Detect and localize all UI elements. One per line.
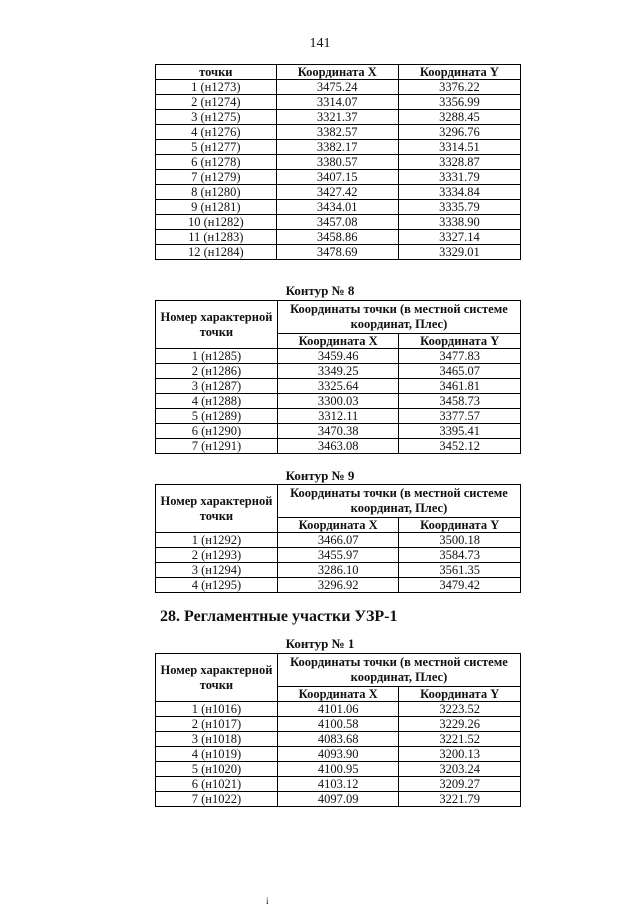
y-cell: 3377.57 <box>399 409 521 424</box>
x-cell: 3325.64 <box>277 379 399 394</box>
point-cell: 5 (н1289) <box>156 409 278 424</box>
table-row <box>156 80 521 95</box>
point-cell: 6 (н1278) <box>156 155 277 170</box>
table-row <box>156 95 521 110</box>
table-row <box>156 747 521 762</box>
y-cell: 3223.52 <box>399 702 521 717</box>
x-cell: 3457.08 <box>276 215 398 230</box>
y-cell: 3327.14 <box>398 230 520 245</box>
point-cell: 7 (н1291) <box>156 439 278 454</box>
table-row <box>156 125 521 140</box>
point-cell: 3 (н1294) <box>156 563 278 578</box>
table-row <box>156 140 521 155</box>
table-row <box>156 110 521 125</box>
header-x: Координата X <box>277 687 399 702</box>
y-cell: 3334.84 <box>398 185 520 200</box>
y-cell: 3561.35 <box>399 563 521 578</box>
header-y: Координата Y <box>399 334 521 349</box>
point-cell: 1 (н1285) <box>156 349 278 364</box>
point-cell: 5 (н1277) <box>156 140 277 155</box>
header-x: Координата X <box>276 65 398 80</box>
point-cell: 1 (н1273) <box>156 80 277 95</box>
point-cell: 4 (н1276) <box>156 125 277 140</box>
point-cell: 5 (н1020) <box>156 762 278 777</box>
y-cell: 3203.24 <box>399 762 521 777</box>
point-cell: 7 (н1022) <box>156 792 278 807</box>
x-cell: 4097.09 <box>277 792 399 807</box>
contour9-table <box>155 484 521 593</box>
header-x: Координата X <box>277 334 399 349</box>
x-cell: 3382.57 <box>276 125 398 140</box>
x-cell: 3459.46 <box>277 349 399 364</box>
y-cell: 3458.73 <box>399 394 521 409</box>
x-cell: 3380.57 <box>276 155 398 170</box>
y-cell: 3288.45 <box>398 110 520 125</box>
point-cell: 9 (н1281) <box>156 200 277 215</box>
point-cell: 4 (н1019) <box>156 747 278 762</box>
point-cell: 6 (н1021) <box>156 777 278 792</box>
table-row <box>156 439 521 454</box>
y-cell: 3229.26 <box>399 717 521 732</box>
y-cell: 3335.79 <box>398 200 520 215</box>
table-row <box>156 379 521 394</box>
x-cell: 3458.86 <box>276 230 398 245</box>
x-cell: 3434.01 <box>276 200 398 215</box>
x-cell: 3296.92 <box>277 578 399 593</box>
point-cell: 3 (н1287) <box>156 379 278 394</box>
x-cell: 3427.42 <box>276 185 398 200</box>
x-cell: 3466.07 <box>277 533 399 548</box>
table-row <box>156 424 521 439</box>
y-cell: 3500.18 <box>399 533 521 548</box>
table-row <box>156 230 521 245</box>
point-cell: 2 (н1017) <box>156 717 278 732</box>
header-point: Номер характерной точки <box>156 301 278 349</box>
y-cell: 3200.13 <box>399 747 521 762</box>
y-cell: 3479.42 <box>399 578 521 593</box>
table-row <box>156 245 521 260</box>
x-cell: 3475.24 <box>276 80 398 95</box>
contour1-caption: Контур № 1 <box>285 636 355 651</box>
point-cell: 4 (н1295) <box>156 578 278 593</box>
table-row <box>156 563 521 578</box>
point-cell: 2 (н1274) <box>156 95 277 110</box>
point-cell: 11 (н1283) <box>156 230 277 245</box>
y-cell: 3329.01 <box>398 245 520 260</box>
header-coordinates-group: Координаты точки (в местной системе координат, Плес) <box>277 301 520 334</box>
x-cell: 3349.25 <box>277 364 399 379</box>
point-cell: 1 (н1016) <box>156 702 278 717</box>
table-row <box>156 349 521 364</box>
x-cell: 3463.08 <box>277 439 399 454</box>
point-cell: 3 (н1018) <box>156 732 278 747</box>
x-cell: 3321.37 <box>276 110 398 125</box>
table-row <box>156 548 521 563</box>
table-row <box>156 215 521 230</box>
x-cell: 3382.17 <box>276 140 398 155</box>
table-row <box>156 792 521 807</box>
x-cell: 3470.38 <box>277 424 399 439</box>
y-cell: 3461.81 <box>399 379 521 394</box>
table-row <box>156 409 521 424</box>
table-header-row <box>156 654 521 687</box>
x-cell: 3286.10 <box>277 563 399 578</box>
table-row <box>156 170 521 185</box>
point-cell: 6 (н1290) <box>156 424 278 439</box>
y-cell: 3395.41 <box>399 424 521 439</box>
y-cell: 3314.51 <box>398 140 520 155</box>
header-y: Координата Y <box>399 518 521 533</box>
y-cell: 3477.83 <box>399 349 521 364</box>
y-cell: 3356.99 <box>398 95 520 110</box>
table-row <box>156 155 521 170</box>
table-row <box>156 762 521 777</box>
x-cell: 4093.90 <box>277 747 399 762</box>
bottom-mark: i <box>266 896 269 906</box>
x-cell: 4100.58 <box>277 717 399 732</box>
header-coordinates-group: Координаты точки (в местной системе координат, Плес) <box>277 485 520 518</box>
table-row <box>156 732 521 747</box>
contour8-table <box>155 300 521 454</box>
x-cell: 4083.68 <box>277 732 399 747</box>
point-cell: 2 (н1286) <box>156 364 278 379</box>
table-row <box>156 578 521 593</box>
section-title: 28. Регламентные участки УЗР-1 <box>160 608 398 625</box>
table-row <box>156 364 521 379</box>
header-x: Координата X <box>277 518 399 533</box>
point-cell: 8 (н1280) <box>156 185 277 200</box>
x-cell: 3300.03 <box>277 394 399 409</box>
point-cell: 1 (н1292) <box>156 533 278 548</box>
coordinates-table-continued <box>155 64 521 260</box>
header-y: Координата Y <box>399 687 521 702</box>
table-header-row <box>156 301 521 334</box>
y-cell: 3338.90 <box>398 215 520 230</box>
table-row <box>156 533 521 548</box>
table-header-row <box>156 485 521 518</box>
header-coordinates-group: Координаты точки (в местной системе координат, Плес) <box>277 654 520 687</box>
header-y: Координата Y <box>398 65 520 80</box>
x-cell: 3312.11 <box>277 409 399 424</box>
x-cell: 3455.97 <box>277 548 399 563</box>
header-point: точки <box>156 65 277 80</box>
x-cell: 4101.06 <box>277 702 399 717</box>
point-cell: 4 (н1288) <box>156 394 278 409</box>
contour9-caption: Контур № 9 <box>285 468 355 483</box>
x-cell: 3478.69 <box>276 245 398 260</box>
y-cell: 3296.76 <box>398 125 520 140</box>
table-row <box>156 394 521 409</box>
x-cell: 3314.07 <box>276 95 398 110</box>
header-point: Номер характерной точки <box>156 485 278 533</box>
y-cell: 3584.73 <box>399 548 521 563</box>
y-cell: 3209.27 <box>399 777 521 792</box>
y-cell: 3376.22 <box>398 80 520 95</box>
point-cell: 2 (н1293) <box>156 548 278 563</box>
table-row <box>156 185 521 200</box>
table-row <box>156 777 521 792</box>
table-header-row <box>156 65 521 80</box>
header-point: Номер характерной точки <box>156 654 278 702</box>
y-cell: 3221.79 <box>399 792 521 807</box>
y-cell: 3221.52 <box>399 732 521 747</box>
point-cell: 12 (н1284) <box>156 245 277 260</box>
x-cell: 4100.95 <box>277 762 399 777</box>
y-cell: 3465.07 <box>399 364 521 379</box>
x-cell: 4103.12 <box>277 777 399 792</box>
contour1-table <box>155 653 521 807</box>
point-cell: 3 (н1275) <box>156 110 277 125</box>
y-cell: 3452.12 <box>399 439 521 454</box>
page-number: 141 <box>309 36 331 51</box>
table-row <box>156 702 521 717</box>
point-cell: 10 (н1282) <box>156 215 277 230</box>
table-row <box>156 200 521 215</box>
table-row <box>156 717 521 732</box>
y-cell: 3328.87 <box>398 155 520 170</box>
y-cell: 3331.79 <box>398 170 520 185</box>
x-cell: 3407.15 <box>276 170 398 185</box>
contour8-caption: Контур № 8 <box>285 283 355 298</box>
point-cell: 7 (н1279) <box>156 170 277 185</box>
